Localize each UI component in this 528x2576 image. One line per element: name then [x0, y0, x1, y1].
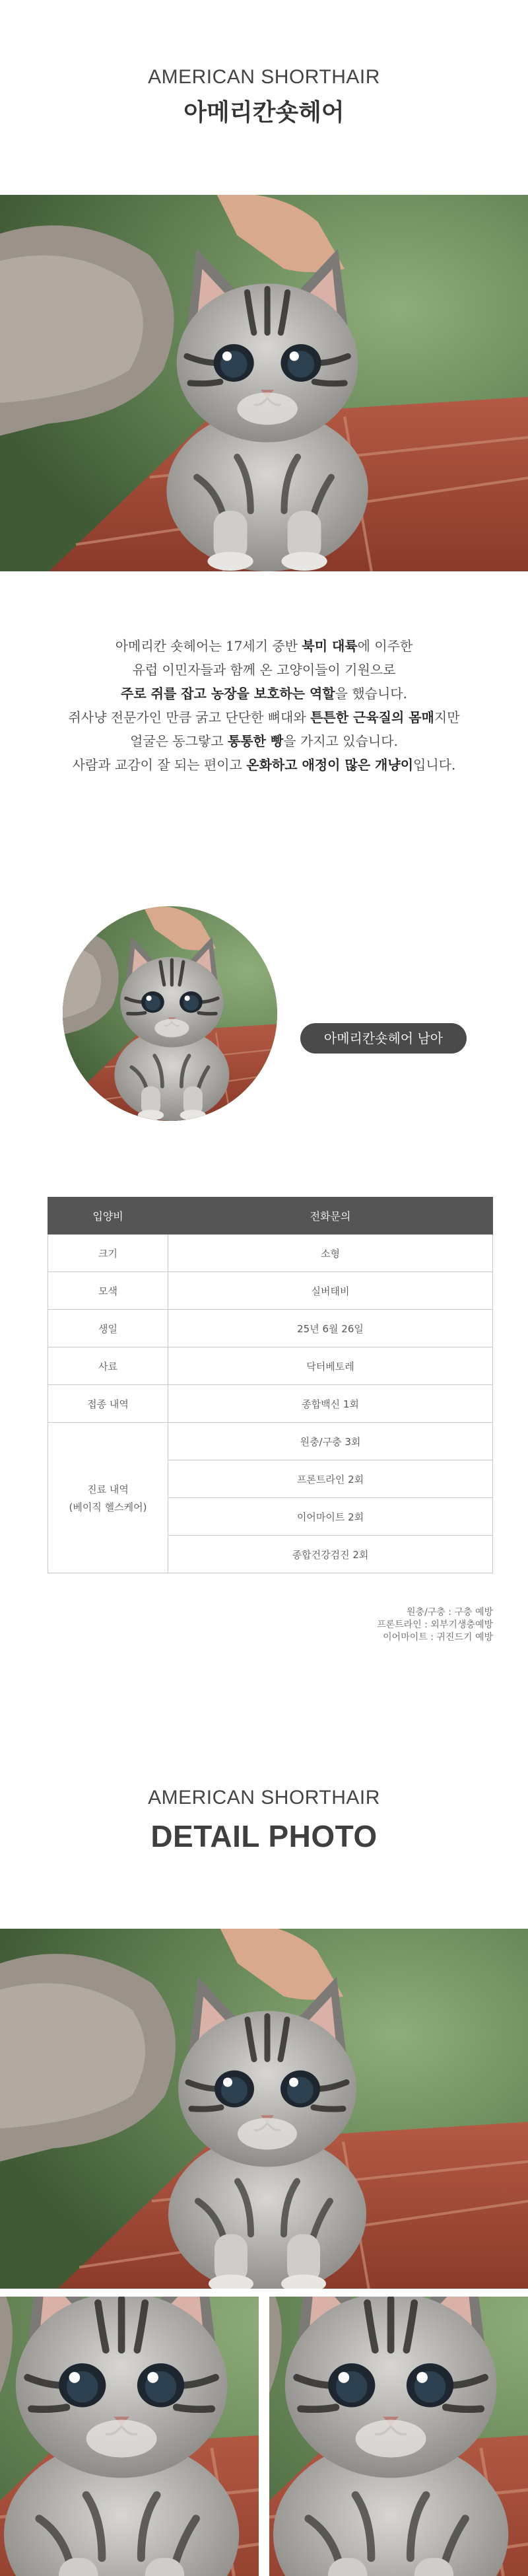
intro-line [0, 682, 528, 705]
kitten-closeup-right [269, 2297, 528, 2576]
care-label-line1: 진료 내역 [87, 1483, 129, 1495]
row-label: 사료 [48, 1347, 168, 1385]
kitten-closeup-left [0, 2297, 259, 2576]
row-value: 실버태비 [168, 1272, 493, 1310]
care-item: 원충/구충 3회 [168, 1423, 493, 1460]
profile-label-pill: 아메리칸숏헤어 남아 [300, 1023, 467, 1054]
intro-text: 아메리칸 숏헤어는 17세기 중반 [115, 638, 302, 654]
table-header-label: 입양비 [48, 1198, 168, 1234]
intro-emphasis: 튼튼한 근육질의 몸매 [310, 709, 434, 725]
kitten-profile-image [63, 906, 277, 1121]
detail-header-english: AMERICAN SHORTHAIR [148, 1787, 380, 1808]
kitten-photo-image [0, 195, 528, 571]
intro-emphasis: 통통한 빵 [228, 733, 284, 749]
care-item: 종합건강검진 2회 [168, 1536, 493, 1573]
intro-line [0, 705, 528, 729]
intro-text: 사람과 교감이 잘 되는 편이고 [72, 757, 247, 773]
header-english-title: AMERICAN SHORTHAIR [148, 66, 380, 88]
row-label: 크기 [48, 1234, 168, 1272]
care-item: 이어마이트 2회 [168, 1498, 493, 1536]
profile-circle-photo [63, 906, 277, 1121]
table-header-row [48, 1198, 493, 1234]
kitten-detail-image [0, 1929, 528, 2289]
intro-text: 얼굴은 동그랗고 [130, 733, 228, 749]
table-header-value: 전화문의 [168, 1198, 493, 1234]
info-table [48, 1197, 493, 1573]
care-item: 프론트라인 2회 [168, 1460, 493, 1498]
intro-text: 을 했습니다. [335, 686, 407, 701]
intro-line [0, 729, 528, 753]
intro-text: 입니다. [413, 757, 456, 773]
footnote-line: 원충/구충 : 구충 예방 [407, 1607, 493, 1618]
intro-text: 지만 [434, 709, 460, 725]
row-label: 접종 내역 [48, 1385, 168, 1423]
intro-paragraph [0, 634, 528, 777]
detail-photo-right [269, 2297, 528, 2576]
intro-text: 쥐사냥 전문가인 만큼 굵고 단단한 뼈대와 [68, 709, 311, 725]
footnotes [377, 1606, 493, 1644]
detail-photo-left [0, 2297, 259, 2576]
section-header [0, 66, 528, 127]
row-value: 종합백신 1회 [168, 1385, 493, 1423]
table-row [48, 1385, 493, 1423]
detail-header-title: DETAIL PHOTO [150, 1819, 378, 1853]
header-korean-title: 아메리칸숏헤어 [183, 99, 345, 126]
table-row [48, 1272, 493, 1310]
footnote-line: 이어마이트 : 귀진드기 예방 [383, 1632, 493, 1643]
detail-section-header [0, 1787, 528, 1854]
row-value: 닥터베토레 [168, 1347, 493, 1385]
intro-text: 유럽 이민자들과 함께 온 고양이들이 기원으로 [132, 662, 396, 678]
row-label: 모색 [48, 1272, 168, 1310]
table-row [48, 1347, 493, 1385]
intro-line [0, 753, 528, 777]
intro-text: 을 가지고 있습니다. [283, 733, 398, 749]
care-history-label [48, 1423, 168, 1573]
intro-emphasis: 북미 대륙 [302, 638, 358, 654]
row-label: 생일 [48, 1310, 168, 1347]
row-value: 소형 [168, 1234, 493, 1272]
care-label-line2: (베이직 헬스케어) [69, 1501, 147, 1513]
detail-photo-large [0, 1929, 528, 2289]
table-row [48, 1310, 493, 1347]
footnote-line: 프론트라인 : 외부기생충예방 [377, 1620, 493, 1630]
intro-text: 에 이주한 [357, 638, 413, 654]
intro-line [0, 658, 528, 682]
intro-line [0, 634, 528, 658]
table-row [48, 1423, 493, 1460]
table-row [48, 1234, 493, 1272]
row-value: 25년 6월 26일 [168, 1310, 493, 1347]
main-kitten-photo [0, 195, 528, 571]
intro-emphasis: 주로 쥐를 잡고 농장을 보호하는 역할 [121, 686, 335, 701]
intro-emphasis: 온화하고 애정이 많은 개냥이 [246, 757, 414, 773]
